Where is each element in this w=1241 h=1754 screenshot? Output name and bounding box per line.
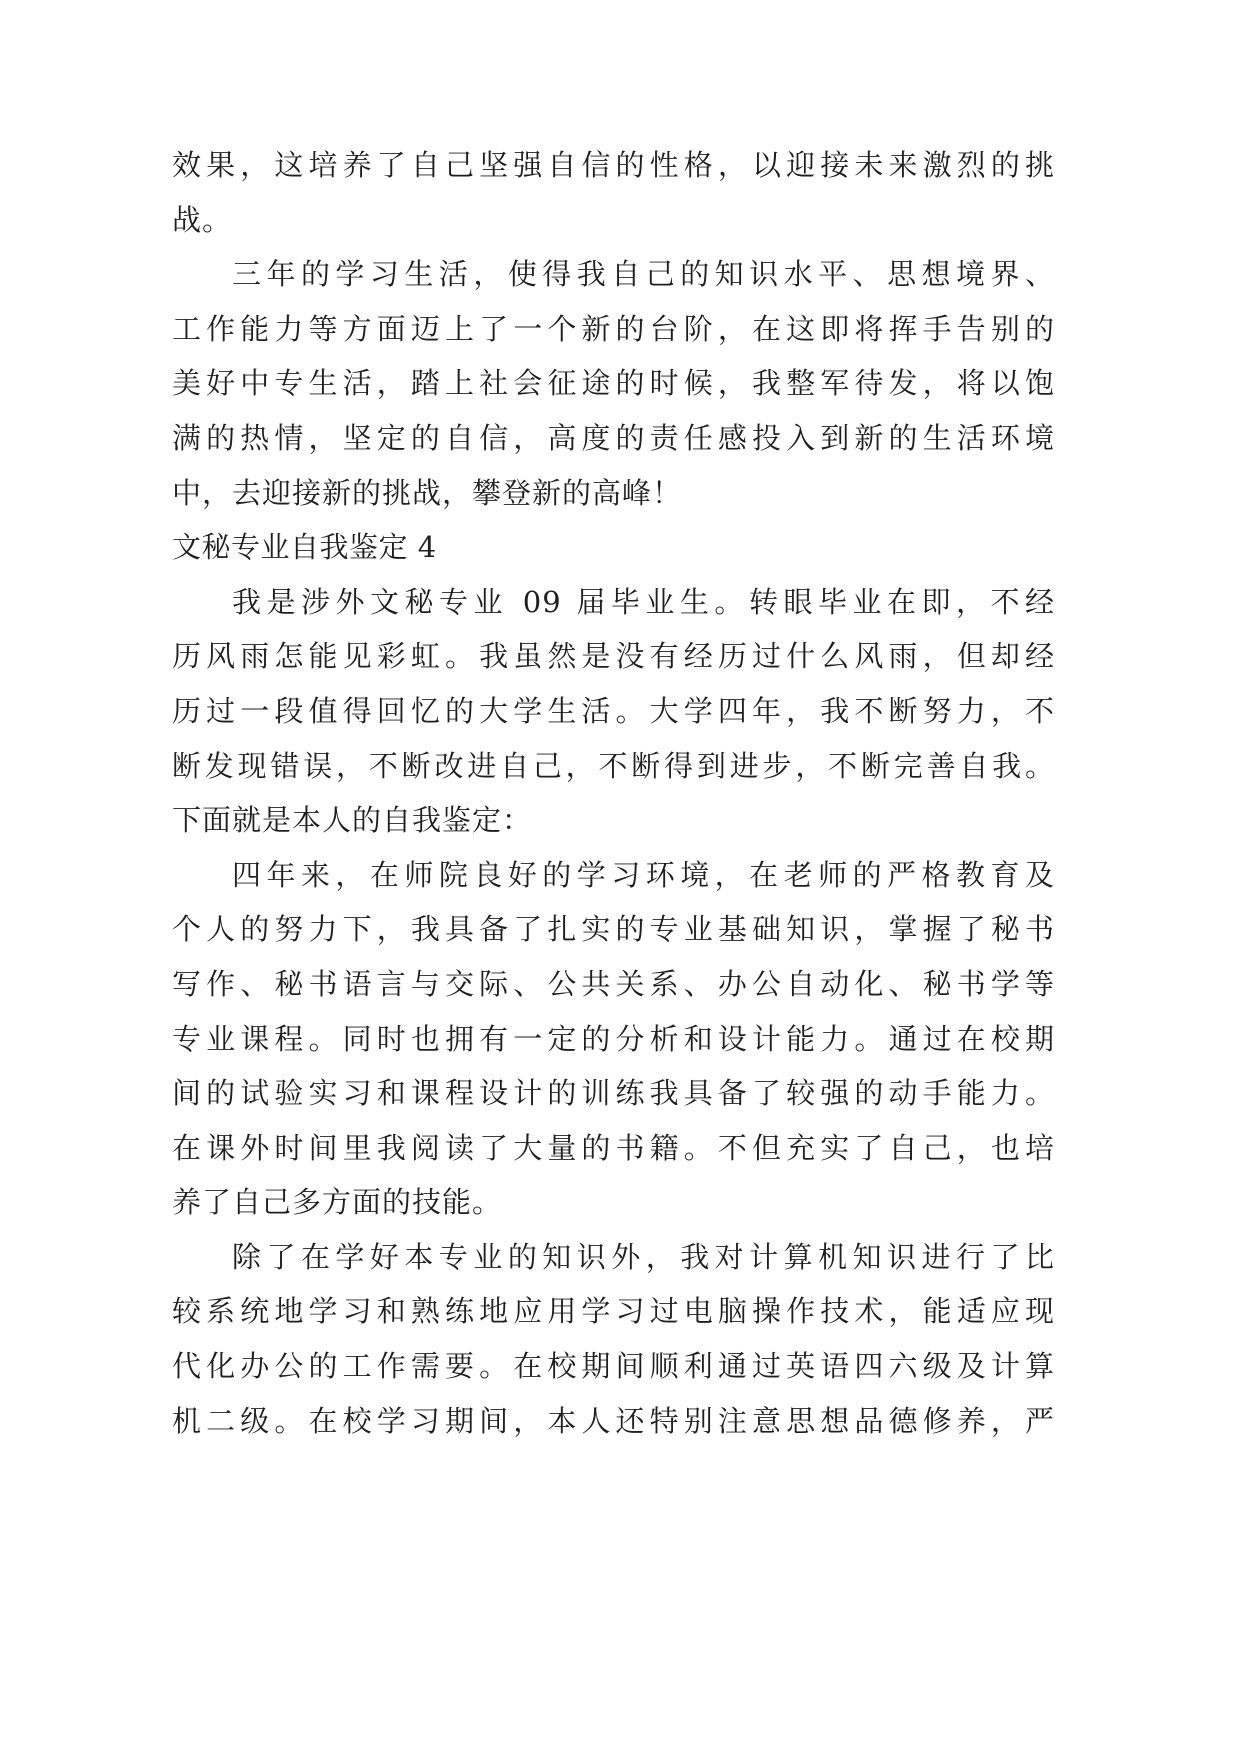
paragraph-line: 写作、秘书语言与交际、公共关系、办公自动化、秘书学等	[172, 966, 1055, 1001]
paragraph-line: 较系统地学习和熟练地应用学习过电脑操作技术，能适应现	[172, 1294, 1055, 1329]
paragraph-line: 养了自己多方面的技能。	[172, 1185, 503, 1220]
paragraph-line: 工作能力等方面迈上了一个新的台阶，在这即将挥手告别的	[172, 311, 1055, 346]
paragraph	[172, 247, 1241, 520]
section-heading: 文秘专业自我鉴定 4	[172, 530, 437, 565]
paragraph-line: 效果，这培养了自己坚强自信的性格，以迎接未来激烈的挑	[172, 148, 1055, 182]
paragraph-line: 四年来，在师院良好的学习环境，在老师的严格教育及	[232, 857, 1055, 892]
paragraph-line: 机二级。在校学习期间，本人还特别注意思想品德修养，严	[172, 1403, 1055, 1438]
paragraph-line: 间的试验实习和课程设计的训练我具备了较强的动手能力。	[172, 1076, 1055, 1111]
paragraph-line: 下面就是本人的自我鉴定：	[172, 803, 533, 838]
paragraph-line: 中，去迎接新的挑战，攀登新的高峰！	[172, 475, 683, 510]
paragraph-line: 战。	[172, 202, 233, 237]
paragraph	[172, 1230, 1241, 1448]
paragraph	[172, 848, 1241, 1230]
paragraph-line: 历风雨怎能见彩虹。我虽然是没有经历过什么风雨，但却经	[172, 639, 1055, 674]
paragraph	[172, 575, 1241, 848]
paragraph-line: 除了在学好本专业的知识外，我对计算机知识进行了比	[232, 1239, 1055, 1274]
paragraph-line: 满的热情，坚定的自信，高度的责任感投入到新的生活环境	[172, 420, 1055, 455]
paragraph	[172, 138, 1241, 247]
paragraph-line: 个人的努力下，我具备了扎实的专业基础知识，掌握了秘书	[172, 912, 1055, 947]
paragraph-line: 代化办公的工作需要。在校期间顺利通过英语四六级及计算	[172, 1349, 1055, 1384]
paragraph-line: 专业课程。同时也拥有一定的分析和设计能力。通过在校期	[172, 1021, 1055, 1056]
paragraph-line: 断发现错误，不断改进自己，不断得到进步，不断完善自我。	[172, 748, 1055, 783]
paragraph-line: 美好中专生活，踏上社会征途的时候，我整军待发，将以饱	[172, 366, 1055, 401]
paragraph-line: 我是涉外文秘专业 09 届毕业生。转眼毕业在即，不经	[232, 584, 1055, 619]
paragraph-line: 在课外时间里我阅读了大量的书籍。不但充实了自己，也培	[172, 1130, 1055, 1165]
paragraph-line: 三年的学习生活，使得我自己的知识水平、思想境界、	[232, 257, 1055, 292]
paragraph-line: 历过一段值得回忆的大学生活。大学四年，我不断努力，不	[172, 693, 1055, 728]
